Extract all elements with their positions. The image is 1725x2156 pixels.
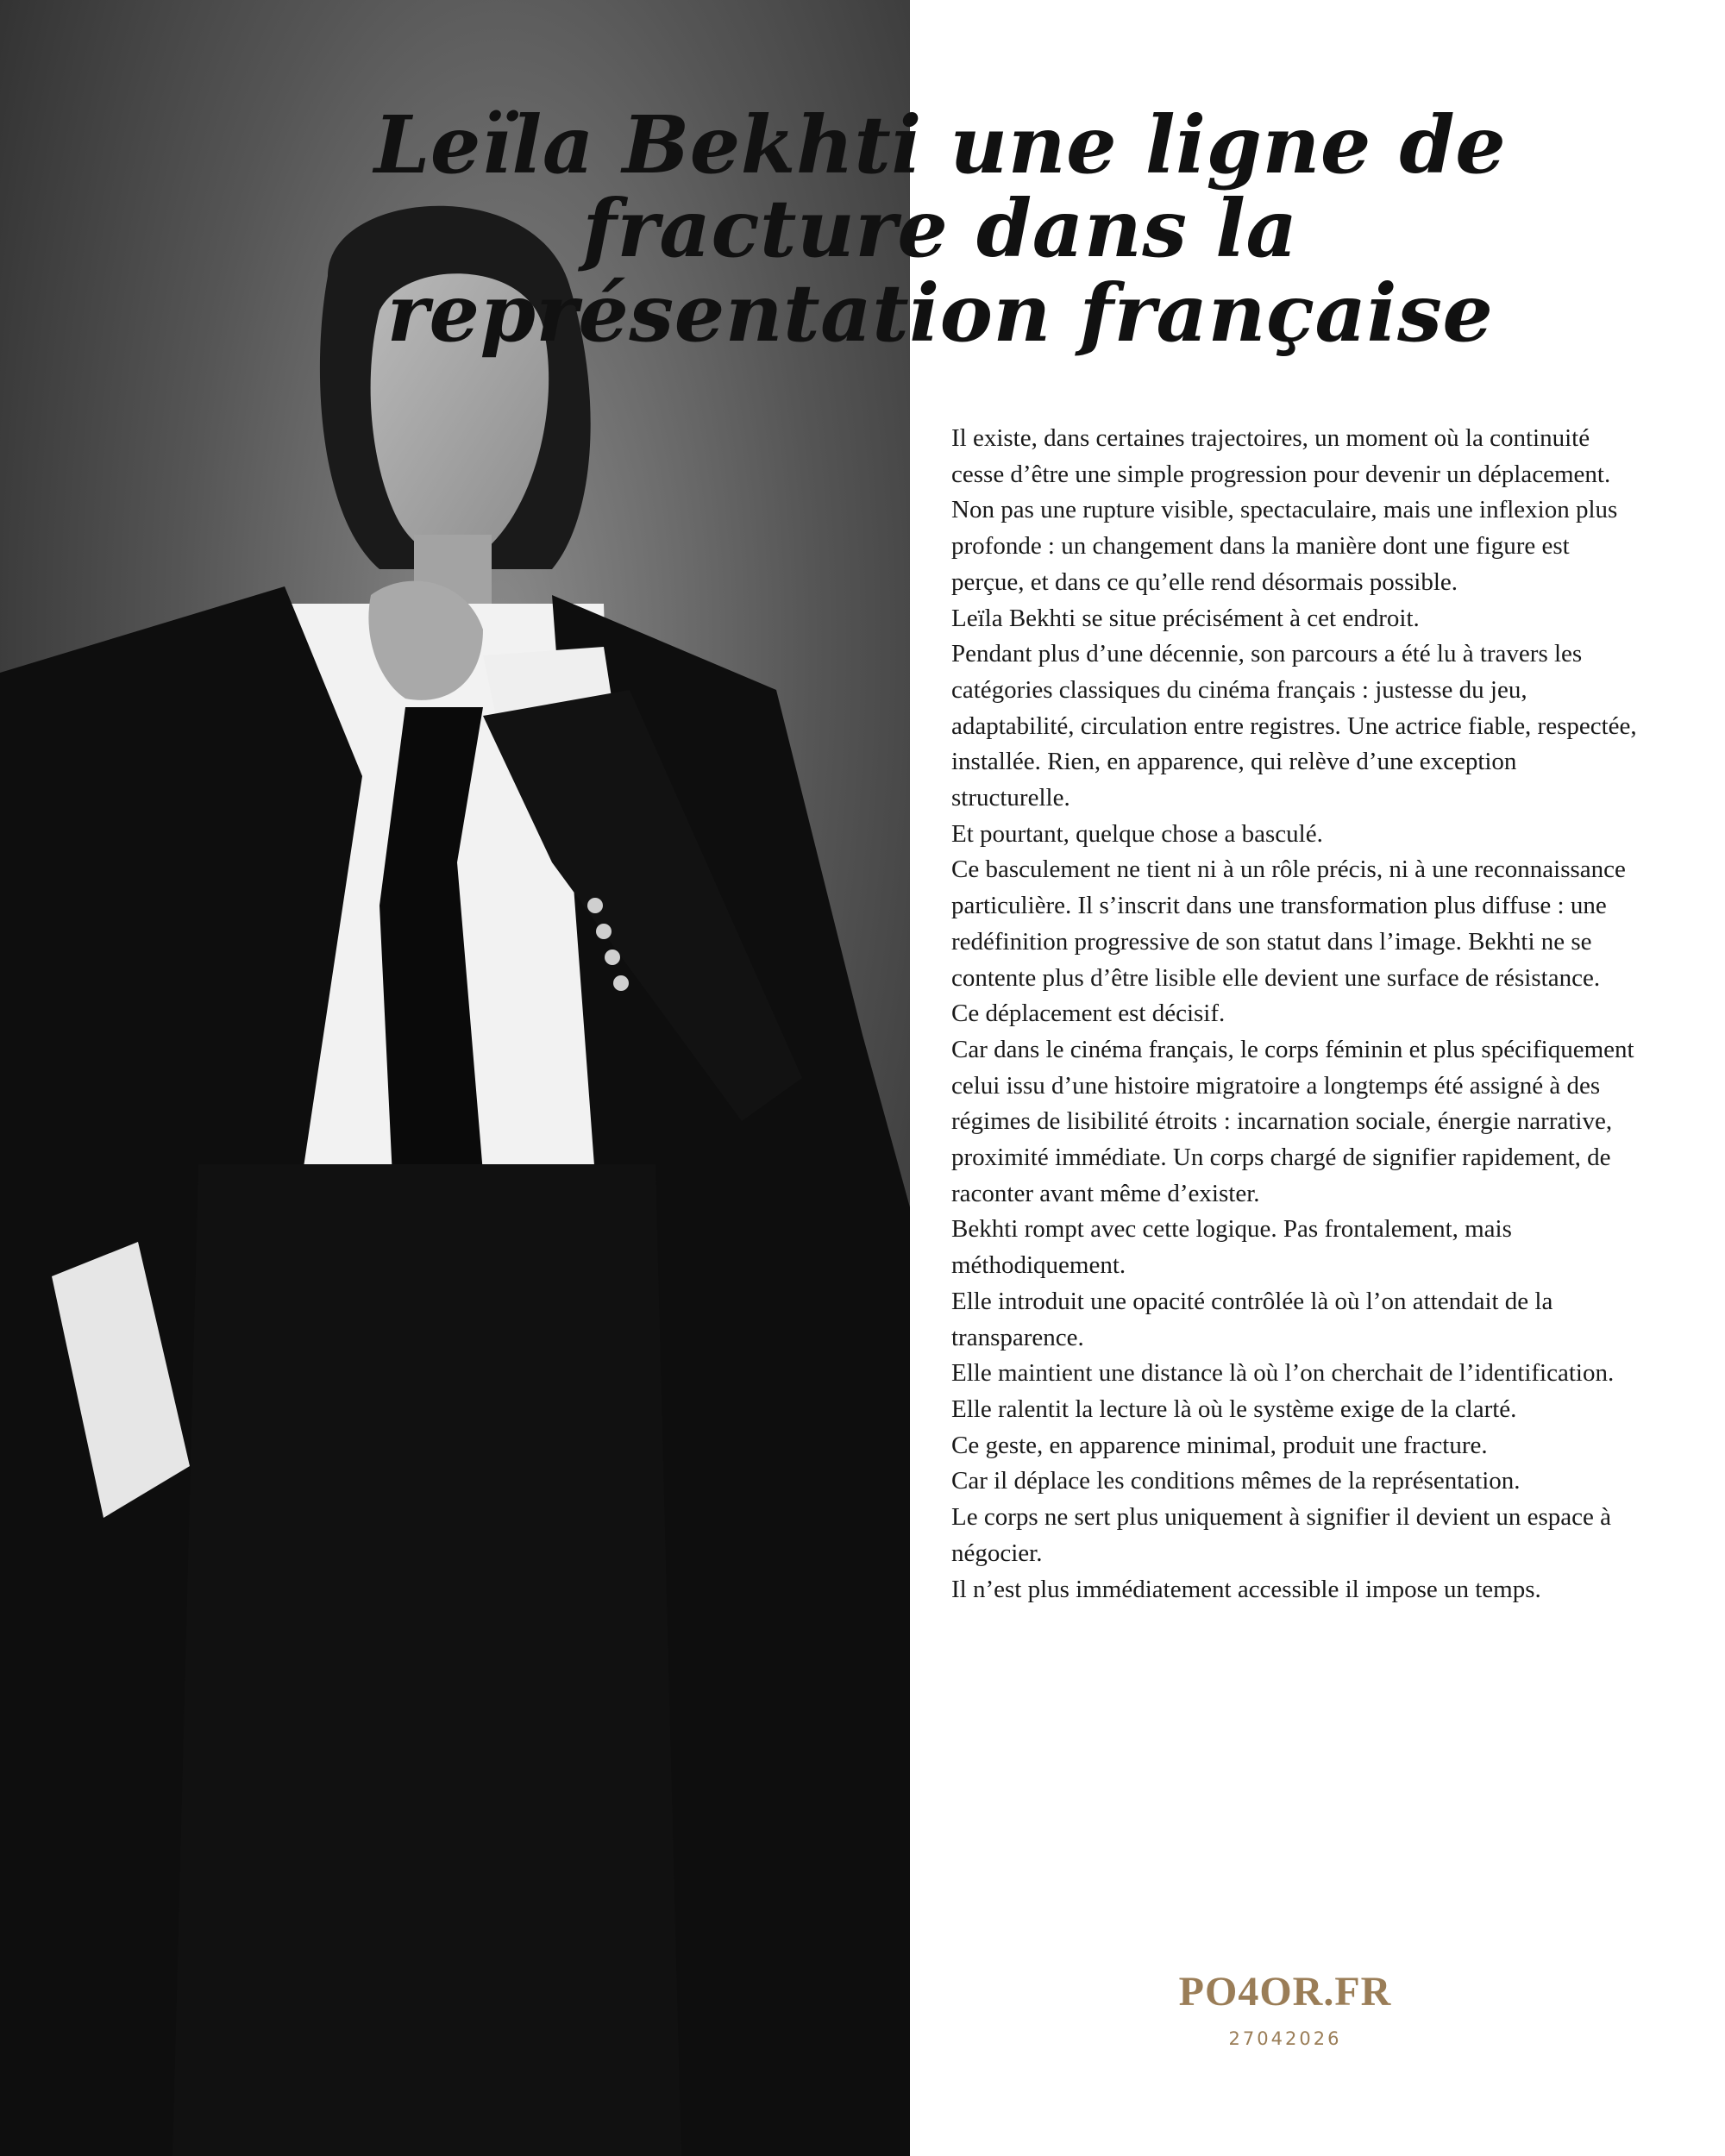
paragraph: Le corps ne sert plus uniquement à signifier il devient un espace à négocier.	[951, 1503, 1612, 1567]
article-title: Leïla Bekhti une ligne de fracture dans la représentation française	[373, 97, 1507, 360]
paragraph: Car dans le cinéma français, le corps féminin et plus spécifiquement celui issu d’une histoire migratoire a longtemps été assigné à des régimes de lisibilité étroits : incarnation sociale, énergie narrative, proximité immédiate. Un corps chargé de signifier rapidement, de raconter avant même d’exister.	[951, 1035, 1634, 1207]
paragraph: Il n’est plus immédiatement accessible il impose un temps.	[951, 1575, 1541, 1603]
site-brand: PO4OR.FR	[1178, 1969, 1392, 2015]
paragraph: Ce geste, en apparence minimal, produit une fracture.	[951, 1431, 1488, 1459]
paragraph: Car il déplace les conditions mêmes de la représentation.	[951, 1467, 1521, 1495]
paragraph: Ce basculement ne tient ni à un rôle précis, ni à une reconnaissance particulière. Il s’inscrit dans une transformation plus diffuse : une redéfinition progressive de son statut dans l’image. Bekhti ne se contente plus d’être lisible elle devient une surface de résistance.	[951, 856, 1626, 992]
publication-date: 27042026	[1228, 2028, 1342, 2049]
paragraph: Bekhti rompt avec cette logique. Pas frontalement, mais méthodiquement.	[951, 1215, 1512, 1280]
paragraph: Leïla Bekhti se situe précisément à cet endroit.	[951, 604, 1420, 632]
paragraph: Elle ralentit la lecture là où le système exige de la clarté.	[951, 1395, 1517, 1423]
paragraph: Ce déplacement est décisif.	[951, 1000, 1226, 1028]
paragraph: Et pourtant, quelque chose a basculé.	[951, 819, 1323, 848]
paragraph: Elle maintient une distance là où l’on cherchait de l’identification.	[951, 1359, 1615, 1388]
paragraph: Elle introduit une opacité contrôlée là où l’on attendait de la transparence.	[951, 1287, 1553, 1351]
paragraph: Pendant plus d’une décennie, son parcours a été lu à travers les catégories classiques du cinéma français : justesse du jeu, adaptabilité, circulation entre registres. Une actrice fiable, respectée, installée. Rien, en apparence, qui relève d’une exception structurelle.	[951, 640, 1637, 812]
paragraph: Il existe, dans certaines trajectoires, un moment où la continuité cesse d’être une simple progression pour devenir un déplacement. Non pas une rupture visible, spectaculaire, mais une inflexion plus profonde : un changement dans la manière dont une figure est perçue, et dans ce qu’elle rend désormais possible.	[951, 424, 1618, 596]
article-body	[951, 421, 1641, 1608]
